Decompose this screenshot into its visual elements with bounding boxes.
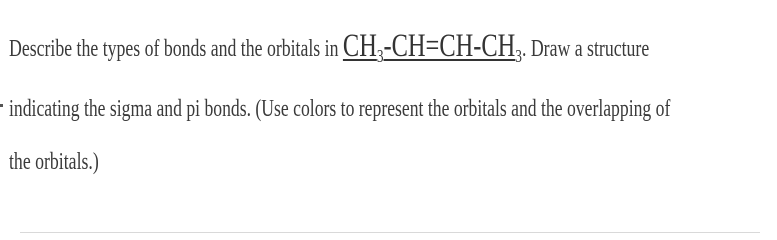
bottom-divider (20, 232, 760, 233)
bullet-mark (0, 104, 3, 107)
question-line-1-end: . Draw a structure (521, 36, 650, 62)
chemical-formula (343, 28, 522, 64)
formula-subscript-2: 3 (515, 46, 522, 66)
formula-part-2: -CH=CH-CH (383, 28, 516, 64)
question-line-1-start: Describe the types of bonds and the orbitals in (9, 36, 343, 62)
question-line-3: the orbitals.) (9, 149, 99, 175)
formula-part-1: CH (342, 28, 377, 64)
formula-subscript-1: 3 (376, 46, 384, 66)
question-line-1 (9, 28, 650, 66)
question-line-2: indicating the sigma and pi bonds. (Use colors to represent the orbitals and the overlapping of (9, 96, 671, 122)
